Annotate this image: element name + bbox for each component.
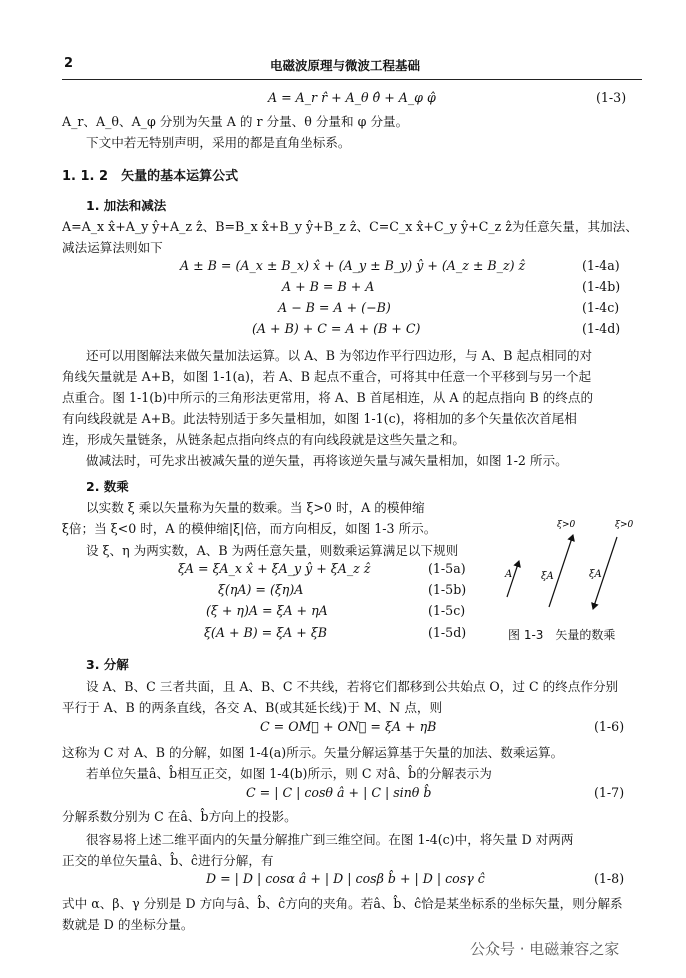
equation-number-1-8: (1-8) bbox=[594, 871, 625, 886]
subsection-heading: 3. 分解 bbox=[86, 657, 129, 672]
equation-number-1-5c: (1-5c) bbox=[428, 603, 466, 618]
equation-1-4a: A ± B = (A_x ± B_x) x̂ + (A_y ± B_y) ŷ + (A_z ± B_z) ẑ bbox=[180, 258, 526, 273]
equation-1-6: C = OM⃗ + ON⃗ = ξA + ηB bbox=[260, 719, 437, 734]
label-xi-negative: ξ>0 bbox=[615, 520, 634, 530]
equation-1-5a: ξA = ξA_x x̂ + ξA_y ŷ + ξA_z ẑ bbox=[178, 561, 371, 576]
subsection-heading: 1. 加法和减法 bbox=[86, 198, 167, 213]
figure-caption: 图 1-3 矢量的数乘 bbox=[508, 628, 616, 642]
equation-1-8: D = | D | cosα â + | D | cosβ b̂ + | D | cosγ ĉ bbox=[206, 871, 485, 886]
running-title: 电磁波原理与微波工程基础 bbox=[270, 58, 421, 73]
watermark: 公众号 · 电磁兼容之家 bbox=[470, 940, 620, 958]
section-heading: 1. 1. 2 矢量的基本运算公式 bbox=[62, 169, 239, 184]
paragraph-line: 还可以用图解法来做矢量加法运算。以 A、B 为邻边作平行四边形，与 A、B 起点相同的对 bbox=[86, 348, 593, 363]
paragraph-line: 式中 α、β、γ 分别是 D 方向与â、b̂、ĉ方向的夹角。若â、b̂、ĉ恰是某坐标系的坐标矢量，则分解系 bbox=[62, 896, 623, 911]
subsection-heading: 2. 数乘 bbox=[86, 479, 129, 494]
paragraph-line: 下文中若无特别声明，采用的都是直角坐标系。 bbox=[86, 135, 351, 150]
equation-number-1-4c: (1-4c) bbox=[582, 300, 620, 315]
equation-1-7: C = | C | cosθ â + | C | sinθ b̂ bbox=[246, 785, 432, 800]
paragraph-line: 设 A、B、C 三者共面，且 A、B、C 不共线，若将它们都移到公共始点 O，过 C 的终点作分别 bbox=[86, 679, 619, 694]
label-a: A bbox=[505, 569, 513, 580]
paragraph-line: 若单位矢量â、b̂相互正交，如图 1-4(b)所示，则 C 对â、b̂的分解表示为 bbox=[86, 766, 492, 781]
paragraph-line: 分解系数分别为 C 在â、b̂方向上的投影。 bbox=[62, 809, 297, 824]
equation-number-1-7: (1-7) bbox=[594, 785, 625, 800]
equation-number-1-5a: (1-5a) bbox=[428, 561, 466, 576]
equation-number-1-6: (1-6) bbox=[594, 719, 625, 734]
paragraph-line: 数就是 D 的坐标分量。 bbox=[62, 917, 194, 932]
paragraph-line: 正交的单位矢量â、b̂、ĉ进行分解，有 bbox=[62, 853, 274, 868]
equation-1-4d: (A + B) + C = A + (B + C) bbox=[252, 321, 421, 336]
page-number: 2 bbox=[64, 56, 74, 71]
equation-1-4c: A − B = A + (−B) bbox=[278, 300, 391, 315]
equation-number-1-4a: (1-4a) bbox=[582, 258, 620, 273]
label-xi-positive: ξ>0 bbox=[557, 520, 576, 530]
paragraph-line: 有向线段就是 A+B。此法特别适于多矢量相加，如图 1-1(c)，将相加的多个矢量依次首尾相 bbox=[62, 411, 577, 426]
paragraph-line: 做减法时，可先求出被减矢量的逆矢量，再将该逆矢量与减矢量相加，如图 1-2 所示。 bbox=[86, 453, 568, 468]
paragraph-line: ξ倍；当 ξ<0 时，A 的模伸缩|ξ|倍，而方向相反，如图 1-3 所示。 bbox=[62, 521, 437, 536]
paragraph-line: 这称为 C 对 A、B 的分解，如图 1-4(a)所示。矢量分解运算基于矢量的加法、数乘运算。 bbox=[62, 745, 564, 760]
paragraph-line: 很容易将上述二维平面内的矢量分解推广到三维空间。在图 1-4(c)中，将矢量 D 对两两 bbox=[86, 832, 574, 847]
paragraph-line: 减法运算法则如下 bbox=[62, 240, 163, 255]
label-xi-a-positive: ξA bbox=[541, 571, 554, 582]
paragraph-line: 连，形成矢量链条，从链条起点指向终点的有向线段就是这些矢量之和。 bbox=[62, 432, 465, 447]
equation-1-4b: A + B = B + A bbox=[282, 279, 375, 294]
equation-1-5b: ξ(ηA) = (ξη)A bbox=[218, 582, 304, 597]
equation-number-1-5d: (1-5d) bbox=[428, 625, 467, 640]
header-rule bbox=[62, 79, 642, 80]
paragraph-line: 以实数 ξ 乘以矢量称为矢量的数乘。当 ξ>0 时，A 的模伸缩 bbox=[86, 500, 425, 515]
figure-1-3 bbox=[495, 515, 645, 623]
equation-1-5c: (ξ + η)A = ξA + ηA bbox=[206, 603, 328, 618]
equation-number-1-4b: (1-4b) bbox=[582, 279, 621, 294]
label-xi-a-negative: ξA bbox=[589, 569, 602, 580]
equation-number-1-3: (1-3) bbox=[596, 90, 627, 105]
paragraph-line: A=A_x x̂+A_y ŷ+A_z ẑ、B=B_x x̂+B_y ŷ+B_z ẑ、C=C_x x̂+C_y ŷ+C_z ẑ为任意矢量，其加法、 bbox=[62, 219, 638, 234]
paragraph-line: 角线矢量就是 A+B，如图 1-1(a)，若 A、B 起点不重合，可将其中任意一个平移到与另一个起 bbox=[62, 369, 592, 384]
equation-1-5d: ξ(A + B) = ξA + ξB bbox=[204, 625, 328, 640]
paragraph-line: 平行于 A、B 的两条直线，各交 A、B(或其延长线)于 M、N 点，则 bbox=[62, 700, 443, 715]
equation-number-1-5b: (1-5b) bbox=[428, 582, 467, 597]
paragraph-line: A_r、A_θ、A_φ 分别为矢量 A 的 r 分量、θ 分量和 φ 分量。 bbox=[62, 114, 409, 129]
paragraph-line: 设 ξ、η 为两实数，A、B 为两任意矢量，则数乘运算满足以下规则 bbox=[86, 543, 459, 558]
equation-1-3: A = A_r r̂ + A_θ θ̂ + A_φ φ̂ bbox=[268, 90, 436, 105]
equation-number-1-4d: (1-4d) bbox=[582, 321, 621, 336]
paragraph-line: 点重合。图 1-1(b)中所示的三角形法更常用，将 A、B 首尾相连，从 A 的起点指向 B 的终点的 bbox=[62, 390, 594, 405]
